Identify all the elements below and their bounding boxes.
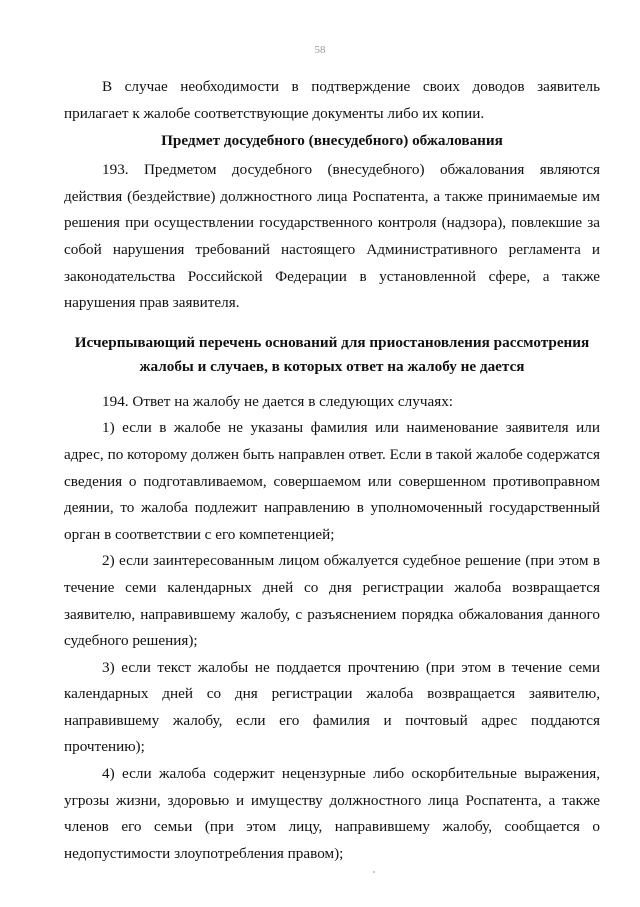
list-item-1: 1) если в жалобе не указаны фамилия или наименование заявителя или адрес, по которому должен быть направлен ответ. Если в такой жалобе содержатся сведения о подготавливаемом, совершаемом или совершенном противоправном деянии, то жалоба подлежит направлению в уполномоченный государственный орган в соответствии с его компетенцией;: [64, 419, 600, 543]
scan-speck: [373, 871, 375, 873]
list-item-2: 2) если заинтересованным лицом обжалуется судебное решение (при этом в течение семи календарных дней со дня регистрации жалоба возвращается заявителю, направившему жалобу, с разъяснением порядка обжалования данного судебного решения);: [64, 552, 600, 650]
document-body: [64, 74, 600, 867]
list-item-4: 4) если жалоба содержит нецензурные либо оскорбительные выражения, угрозы жизни, здоровью и имуществу должностного лица Роспатента, а также членов его семьи (при этом лицу, направившему жалобу, сообщается о недопустимости злоупотребления правом);: [64, 765, 600, 862]
page-number: 58: [314, 44, 326, 56]
list-item-3: 3) если текст жалобы не поддается прочтению (при этом в течение семи календарных дней со дня регистрации жалоба возвращается заявителю, направившему жалобу, если его фамилия и почтовый адрес поддаются прочтению);: [64, 658, 600, 756]
paragraph-193: 193. Предметом досудебного (внесудебного) обжалования являются действия (бездействие) должностного лица Роспатента, а также принимаемые им решения при осуществлении государственного контроля (надзора), повлекшие за собой нарушения требований настоящего Административного регламента и законодательства Российской Федерации в установленной сфере, а также нарушения прав заявителя.: [64, 161, 600, 312]
paragraph-intro: В случае необходимости в подтверждение своих доводов заявитель прилагает к жалобе соответствующие документы либо их копии.: [64, 78, 600, 122]
paragraph-194: 194. Ответ на жалобу не дается в следующих случаях:: [102, 392, 454, 410]
heading-appeal-subject: Предмет досудебного (внесудебного) обжалования: [161, 132, 503, 150]
heading-grounds-list: Исчерпывающий перечень оснований для приостановления рассмотрения жалобы и случаев, в которых ответ на жалобу не дается: [74, 333, 590, 375]
